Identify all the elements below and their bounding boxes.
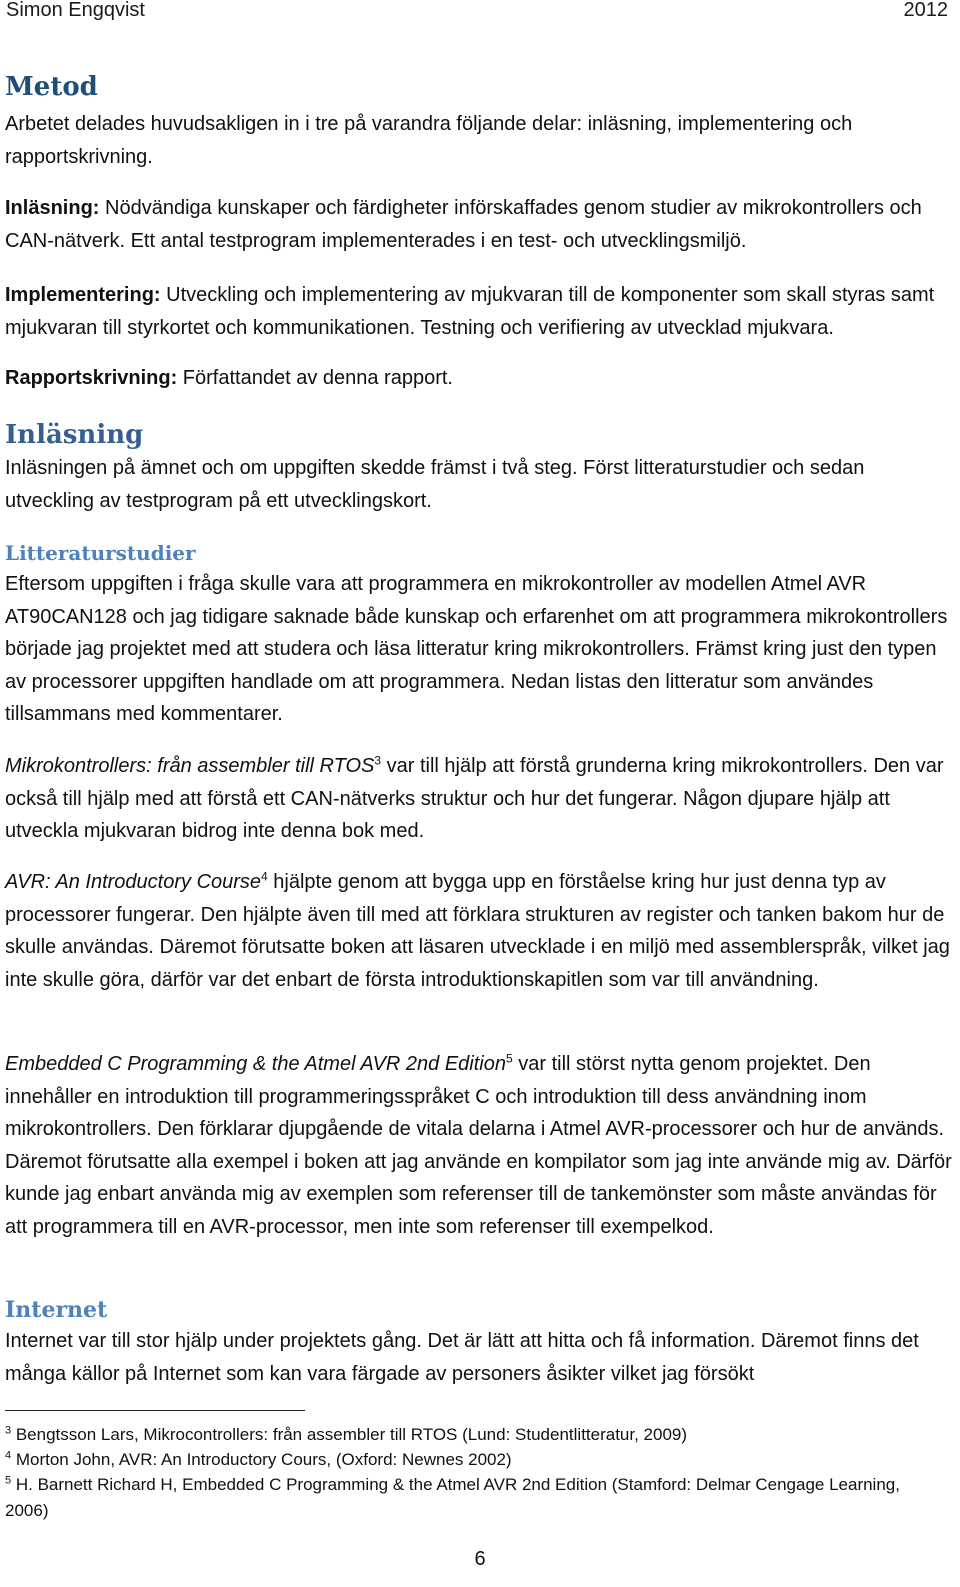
paragraph-internet: Internet var till stor hjälp under projektets gång. Det är lätt att hitta och få information. Däremot finns det många källor på Internet som kan vara färgade av personers åsikter vilket jag försökt: [5, 1330, 919, 1385]
text-implementering-step: Utveckling och implementering av mjukvaran till de komponenter som skall styras samt mjukvaran till styrkortet och kommunikationen. Testning och verifiering av utvecklad mjukvara.: [5, 284, 935, 339]
footnote-5: [5, 1472, 945, 1523]
text-book-embedded-c: var till störst nytta genom projektet. Den innehåller en introduktion till programmeringsspråket C och introduktion till dess användning inom mikrokontrollers. Den förklarar djupgående de vitala delarna i Atmel AVR-processorer och hur de används. Däremot förutsatte alla exempel i boken att jag använde en kompilator som jag inte använde mig av. Därför kunde jag enbart använda mig av exemplen som referenser till de tankemönster som måste användas för att programmera till en AVR-processor, men inte som referenser till exempelkod.: [5, 1053, 952, 1238]
footnote-text-5: H. Barnett Richard H, Embedded C Programming & the Atmel AVR 2nd Edition (Stamford: Delmar Cengage Learning, 2006): [5, 1475, 900, 1520]
footnote-ref-4: 4: [261, 869, 268, 884]
label-rapportskrivning: Rapportskrivning:: [5, 367, 178, 389]
paragraph-book-embedded-c: [5, 1048, 955, 1243]
footnote-ref-5: 5: [506, 1051, 513, 1066]
page-number: 6: [474, 1548, 486, 1570]
book-title-embedded-c: Embedded C Programming & the Atmel AVR 2nd Edition: [5, 1053, 506, 1075]
text-book-mikrokontrollers: var till hjälp att förstå grunderna kring mikrokontrollers. Den var också till hjälp med att förstå ett CAN-nätverks struktur och hur det fungerar. Någon djupare hjälp att utveckla mjukvaran bidrog inte denna bok med.: [5, 755, 944, 842]
paragraph-metod-intro: Arbetet delades huvudsakligen in i tre på varandra följande delar: inläsning, implementering och rapportskrivning.: [5, 113, 853, 168]
footnote-4: [5, 1447, 945, 1473]
paragraph-litteraturstudier: Eftersom uppgiften i fråga skulle vara att programmera en mikrokontroller av modellen Atmel AVR AT90CAN128 och jag tidigare saknade både kunskap och erfarenhet om att programmera mikrokontrollers började jag projektet med att studera och läsa litteratur kring mikrokontrollers. Främst kring just den typen av processorer uppgiften handlade om att programmera. Nedan listas den litteratur som användes tillsammans med kommentarer.: [5, 573, 948, 725]
footnote-text-3: Bengtsson Lars, Mikrocontrollers: från assembler till RTOS (Lund: Studentlitteratur, 2009): [11, 1425, 688, 1444]
heading-inlasning: Inläsning: [5, 420, 144, 450]
paragraph-inlasning: Inläsningen på ämnet och om uppgiften skedde främst i två steg. Först litteraturstudier och sedan utveckling av testprogram på ett utvecklingskort.: [5, 457, 865, 512]
paragraph-inlasning-step: [5, 192, 955, 257]
footnote-ref-3: 3: [374, 753, 382, 768]
paragraph-rapport-step: [5, 362, 955, 395]
header-year: 2012: [903, 0, 948, 21]
text-book-avr-course: hjälpte genom att bygga upp en förståelse kring hur just denna typ av processorer fungerar. Den hjälpte även till med att förklara strukturen av register och tanken bakom hur de skulle användas. Däremot förutsatte boken att läsaren utvecklade i en miljö med assemblerspråk, vilket jag inte skulle göra, därför var det enbart de första introduktionskapitlen som var till användning.: [5, 871, 950, 991]
book-title-mikrokontrollers: Mikrokontrollers: från assembler till RTOS: [5, 755, 375, 777]
heading-litteraturstudier: Litteraturstudier: [5, 541, 196, 565]
paragraph-implementering-step: [5, 279, 955, 344]
text-rapport-step: Författandet av denna rapport.: [177, 367, 453, 389]
footnote-separator: [5, 1410, 305, 1411]
footnote-3: [5, 1422, 945, 1448]
heading-internet: Internet: [5, 1297, 108, 1323]
paragraph-book-avr-course: [5, 866, 955, 996]
book-title-avr-course: AVR: An Introductory Course: [5, 871, 262, 893]
label-implementering: Implementering:: [5, 284, 161, 306]
heading-metod: Metod: [5, 72, 98, 102]
label-inlasning: Inläsning:: [5, 197, 100, 219]
footnote-number-3: 3: [5, 1424, 12, 1437]
footnote-number-5: 5: [5, 1474, 12, 1487]
footnote-number-4: 4: [5, 1449, 12, 1462]
text-inlasning-step: Nödvändiga kunskaper och färdigheter införskaffades genom studier av mikrokontrollers och CAN-nätverk. Ett antal testprogram implementerades i en test- och utvecklingsmiljö.: [5, 197, 922, 252]
footnote-text-4: Morton John, AVR: An Introductory Cours, (Oxford: Newnes 2002): [11, 1450, 512, 1469]
header-author: Simon Engqvist: [6, 0, 145, 21]
paragraph-book-mikrokontrollers: [5, 750, 955, 848]
